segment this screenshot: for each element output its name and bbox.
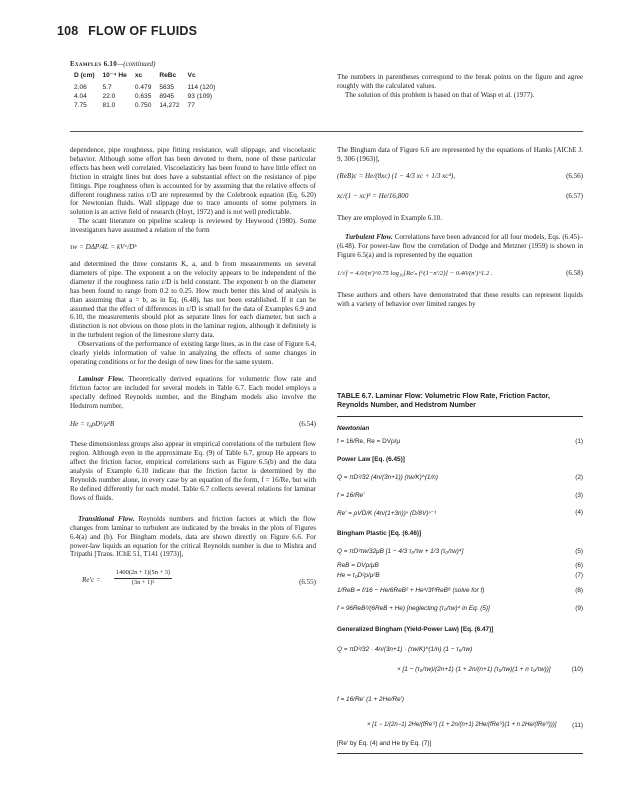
equation-number: (10) <box>571 666 583 673</box>
equation-number: (7) <box>575 572 583 579</box>
table-cell: 7.75 <box>74 102 87 109</box>
section-heading-laminar: Laminar Flow. <box>78 374 125 383</box>
table-6-7-title <box>337 392 583 410</box>
examples-label: Examples 6.10 <box>70 60 118 68</box>
equation-text: xc/(1 − xc)³ = He/16,800 <box>337 191 409 200</box>
table-equation: ReB = DVρ/μB <box>337 562 379 569</box>
equation-6-54 <box>70 420 316 430</box>
equation-number: (3) <box>575 492 583 499</box>
equation-text: He = τ₀ρD²/μ²B <box>70 420 115 429</box>
table-cell: 4.04 <box>74 93 87 100</box>
equation-number: (4) <box>575 509 583 516</box>
page-number: 108 <box>57 24 79 38</box>
equation-fraction <box>114 569 172 588</box>
equation-number: (6.55) <box>299 578 316 587</box>
table-cell: 0.750 <box>134 102 152 109</box>
equation-6-57 <box>337 192 583 214</box>
examples-notes <box>337 73 583 100</box>
table-cell: 2.06 <box>74 84 87 91</box>
examples-header-row <box>70 70 219 83</box>
equation-number: (6.57) <box>566 191 583 200</box>
table-equation: × [1 − (τ₀/τw)/(2n+1) (1 + 2n/(n+1) (τ₀/τw)(1 + n τ₀/τw))] <box>397 666 551 673</box>
body-paragraph: Reynolds numbers and friction factors at which the flow changes from laminar to turbulent are indicated by the breaks in the plots of Figures 6.4(a) and (b). For Bingham models, data are shown directly on Figure 6.6. For power-law liquids an equation for the critical Reynolds number is due to Mishra and Tripathi [Trans. IChE 51, T141 (1973)], <box>70 514 316 559</box>
table-equation: f = 16/Re, Re = DVρ/μ <box>337 438 401 445</box>
examples-table <box>70 70 219 110</box>
equation-number: (6) <box>575 562 583 569</box>
body-paragraph: These dimensionless groups also appear in empirical correlations of the turbulent flow region. Although even in the approximate Eq. (9) of Table 6.7, group He appears to affect the friction factor, empirical correlations such as Figure 6.5(b) and the data analysis of Example 6.10 indicate that the friction factor is determined by the Reynolds number alone, in every case by an equation of the form, f = 16/Re, but with Re defined differently for each model. Table 6.7 collects several relations for laminar flows of fluids. <box>70 440 316 502</box>
body-paragraph: They are employed in Example 6.10. <box>337 213 442 222</box>
examples-note: The solution of this problem is based on that of Wasp et al. (1977). <box>345 90 535 99</box>
table-equation: Q = πD³/32 (4n/(3n+1)) (τw/K)^(1/n) <box>337 474 438 481</box>
model-heading-newtonian: Newtonian <box>337 425 370 432</box>
examples-heading <box>70 60 156 68</box>
table-cell: 5635 <box>159 84 175 91</box>
fraction-denominator: (3n + 1)² <box>131 579 155 587</box>
table-cell: 22.0 <box>102 93 116 100</box>
model-heading-generalized-bingham: Generalized Bingham (Yield-Power Law) [Eq. (6.47)] <box>337 626 494 633</box>
table-cell: 114 (120) <box>187 84 216 91</box>
table-equation: He = τ₀D²ρ/μ²B <box>337 572 380 579</box>
col-header: Vc <box>187 71 196 79</box>
equation-number: (8) <box>575 587 583 594</box>
section-heading-turbulent: Turbulent Flow. <box>345 232 393 241</box>
body-paragraph: Correlations have been advanced for all four models, Eqs. (6.45)–(6.48). For power-law flow the correlation of Dodge and Metzner (1959) is shown in Figure 6.5(a) and is represented by the equation <box>337 232 584 259</box>
equation-number: (1) <box>575 438 583 445</box>
table-cell: 93 (109) <box>187 93 213 100</box>
table-6-7 <box>337 416 583 788</box>
fraction-numerator: 1400(2n + 1)(5n + 3) <box>114 569 172 579</box>
table-footnote: [Re′ by Eq. (4) and He by Eq. (7)] <box>337 740 432 747</box>
table-equation: f = 16/Re′ <box>337 492 365 499</box>
equation-6-55 <box>70 569 316 593</box>
table-equation: 1/ReB = f/16 − He/6ReB² + He⁴/3f³ReB⁸ (solve for f) <box>337 587 485 594</box>
table-equation: f ≈ 96ReB²/(6ReB + He) [neglecting (τ₀/τw)⁴ in Eq. (5)] <box>337 605 490 612</box>
table-cell: 0.635 <box>134 93 152 100</box>
table-row <box>70 101 219 110</box>
col-header: xc <box>134 71 143 79</box>
body-paragraph: The scant literature on pipeline scaleup is reviewed by Heywood (1980). Some investigators have assumed a relation of the form <box>70 217 316 235</box>
examples-continued: —(continued) <box>117 60 156 68</box>
examples-note: The numbers in parentheses correspond to the break points on the figure and agree roughly with the calculated values. <box>337 73 583 90</box>
table-rule <box>337 753 583 754</box>
equation-number: (9) <box>575 605 583 612</box>
table-equation: × [1 − 1/(2n−1) 2He/(fRe′²) (1 + 2n/(n+1) 2He/(fRe′²)(1 + n 2He/(fRe′²)))] <box>367 722 557 728</box>
page-header <box>57 24 197 38</box>
body-paragraph: The Bingham data of Figure 6.6 are represented by the equations of Hanks [AIChE J. 9, 306 (1963)], <box>337 146 583 163</box>
equation-number: (2) <box>575 474 583 481</box>
equation-form: τw = DΔP/4L = kVᵃ/Dᵇ <box>70 243 137 252</box>
model-heading-power-law: Power Law [Eq. (6.45)] <box>337 456 405 463</box>
body-paragraph: and determined the three constants K, a, and b from measurements on several diameters of pipe. The exponent a on the velocity appears to be independent of the diameter if the roughness ratio ε/D is held constant. The exponent b on the diameter has been found to range from 0.2 to 0.25. How much better this kind of analysis is than assuming that a = b, as in Eq. (6.48), has not been established. If it can be assumed that the effect of differences in ε/D is small for the data of Examples 6.9 and 6.10, the measurements should plot as separate lines for each diameter, but such a distinction is not obvious on those plots in the laminar region, although it definitely is in the turbulent region of the limestone slurry data. <box>70 259 316 340</box>
equation-number: (6.54) <box>299 420 316 429</box>
equation-lhs: Re′c = <box>82 576 101 585</box>
body-paragraph: Theoretically derived equations for volumetric flow rate and friction factor are included for several models in Table 6.7. Each model employs a specially defined Reynolds number, and the Bingham models also involve the Hedstrom number, <box>70 374 316 410</box>
section-divider <box>70 131 583 132</box>
equation-text: 1/√f = 4.0/(n′)^0.75 log₁₀[Re′ₙ f^(1−n′/2)] − 0.40/(n′)^1.2 . <box>337 270 493 278</box>
equation-number: (6.56) <box>566 171 583 180</box>
equation-text: (ReB)c = He/(8xc) (1 − 4/3 xc + 1/3 xc⁴), <box>337 171 456 180</box>
col-header: D (cm) <box>74 71 95 79</box>
equation-number: (6.58) <box>566 269 583 278</box>
table-equation: Q = πD³/32 · 4n/(3n+1) · (τw/K)^(1/n) (1 − τ₀/τw) <box>337 646 473 653</box>
table-rule <box>337 416 583 417</box>
table-equation: Q = πD³τw/32μB [1 − 4/3 τ₀/τw + 1/3 (τ₀/τw)⁴] <box>337 548 464 555</box>
table-row <box>70 92 219 101</box>
equation-number: (11) <box>572 722 583 729</box>
table-number: TABLE 6.7. <box>337 393 374 400</box>
table-equation: Re′ = ρVD/K (4n/(1+3n))ⁿ (D/8V)ⁿ⁻¹ <box>337 510 437 517</box>
section-heading-transitional: Transitional Flow. <box>78 514 135 523</box>
table-cell: 81.0 <box>102 102 116 109</box>
col-header: 10⁻⁴ He <box>102 72 127 79</box>
table-cell: 14,272 <box>159 102 180 109</box>
table-cell: 77 <box>187 102 195 109</box>
equation-number: (5) <box>575 548 583 555</box>
table-cell: 8945 <box>159 93 175 100</box>
table-cell: 0.479 <box>134 84 152 91</box>
table-caption: Laminar Flow: Volumetric Flow Rate, Friction Factor, Reynolds Number, and Hedstrom Number <box>337 393 550 409</box>
equation-6-58 <box>337 269 583 291</box>
body-paragraph: dependence, pipe roughness, pipe fitting resistance, wall slippage, and viscoelastic behavior. Although some effort has been devoted to them, none of these particular effects has been well correlated. Viscoelasticity has been found to have little effect on friction in straight lines but does have a substantial effect on the resistance of pipe fittings. Pipe roughness often is accounted for by assuming that the relative effects of different roughness ratios ε/D are represented by the Colebrook equation (Eq. 6.20) for Newtonian fluids. Wall slippage due to trace amounts of some polymers in solution is an active field of research (Hoyt, 1972) and is not well predictable. <box>70 146 316 217</box>
table-equation: f = 16/Re′ (1 + 2He/Re′) <box>337 696 405 703</box>
right-column <box>337 146 583 309</box>
col-header: ReBc <box>159 71 177 79</box>
table-row <box>70 83 219 92</box>
model-heading-bingham: Bingham Plastic [Eq. (6.46)] <box>337 530 422 537</box>
body-paragraph: These authors and others have demonstrated that these results can represent liquids with a variety of behavior over limited ranges by <box>337 291 583 309</box>
running-title: FLOW OF FLUIDS <box>88 24 198 38</box>
left-column <box>70 146 316 593</box>
equation-6-56 <box>337 172 583 192</box>
table-cell: 5.7 <box>102 84 112 91</box>
body-paragraph: Observations of the performance of existing large lines, as in the case of Figure 6.4, clearly yields information of value in analyzing the effects of some changes in operating conditions or for the design of new lines for the same system. <box>70 340 316 366</box>
